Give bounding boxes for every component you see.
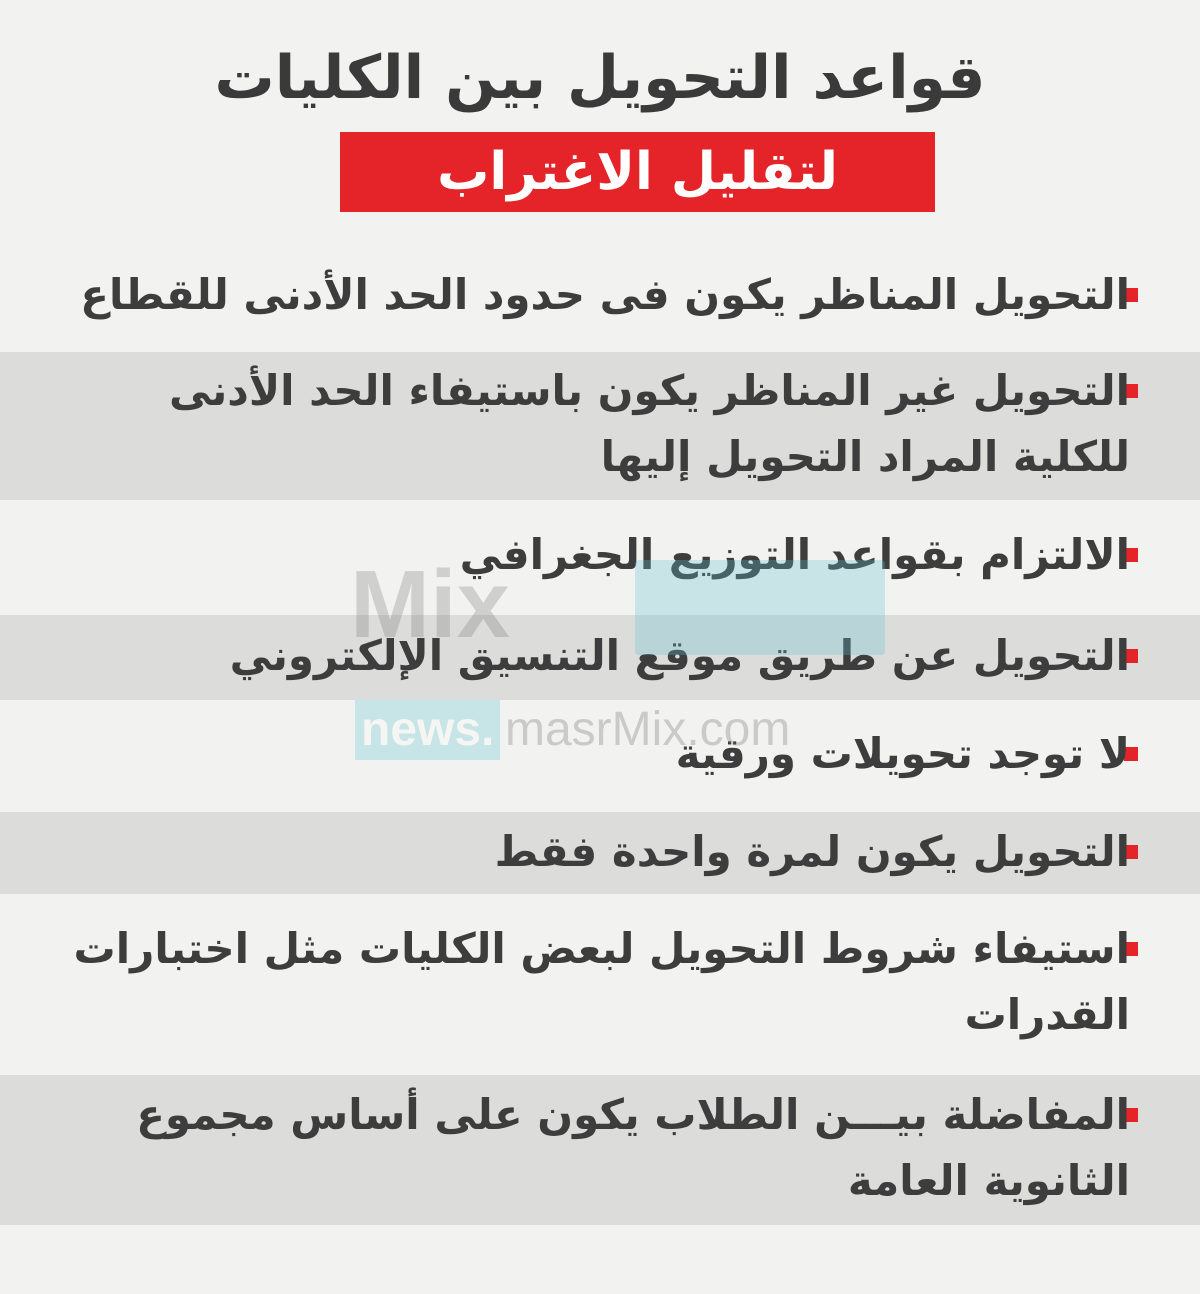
list-item: لا توجد تحويلات ورقية	[675, 729, 1130, 778]
subtitle-banner	[340, 132, 935, 212]
list-item: استيفاء شروط التحويل لبعض الكليات مثل اختبارات القدرات	[73, 924, 1130, 1039]
page-title: قواعد التحويل بين الكليات	[214, 43, 986, 113]
list-item: التحويل يكون لمرة واحدة فقط	[494, 827, 1130, 876]
list-item: المفاضلة بيـــن الطلاب يكون على أساس مجموع الثانوية العامة	[136, 1090, 1130, 1205]
subtitle-text: لتقليل الاغتراب	[437, 142, 838, 202]
watermark-label: news.	[355, 700, 500, 760]
list-item: التحويل غير المناظر يكون باستيفاء الحد الأدنى للكلية المراد التحويل إليها	[169, 366, 1130, 481]
list-item: الالتزام بقواعد التوزيع الجغرافي	[459, 530, 1130, 579]
list-item: التحويل المناظر يكون فى حدود الحد الأدنى للقطاع	[80, 270, 1130, 319]
watermark-brand: Mix	[350, 551, 511, 658]
watermark-url: masrMix.com	[505, 703, 791, 756]
list-item: التحويل عن طريق موقع التنسيق الإلكتروني	[229, 631, 1130, 680]
